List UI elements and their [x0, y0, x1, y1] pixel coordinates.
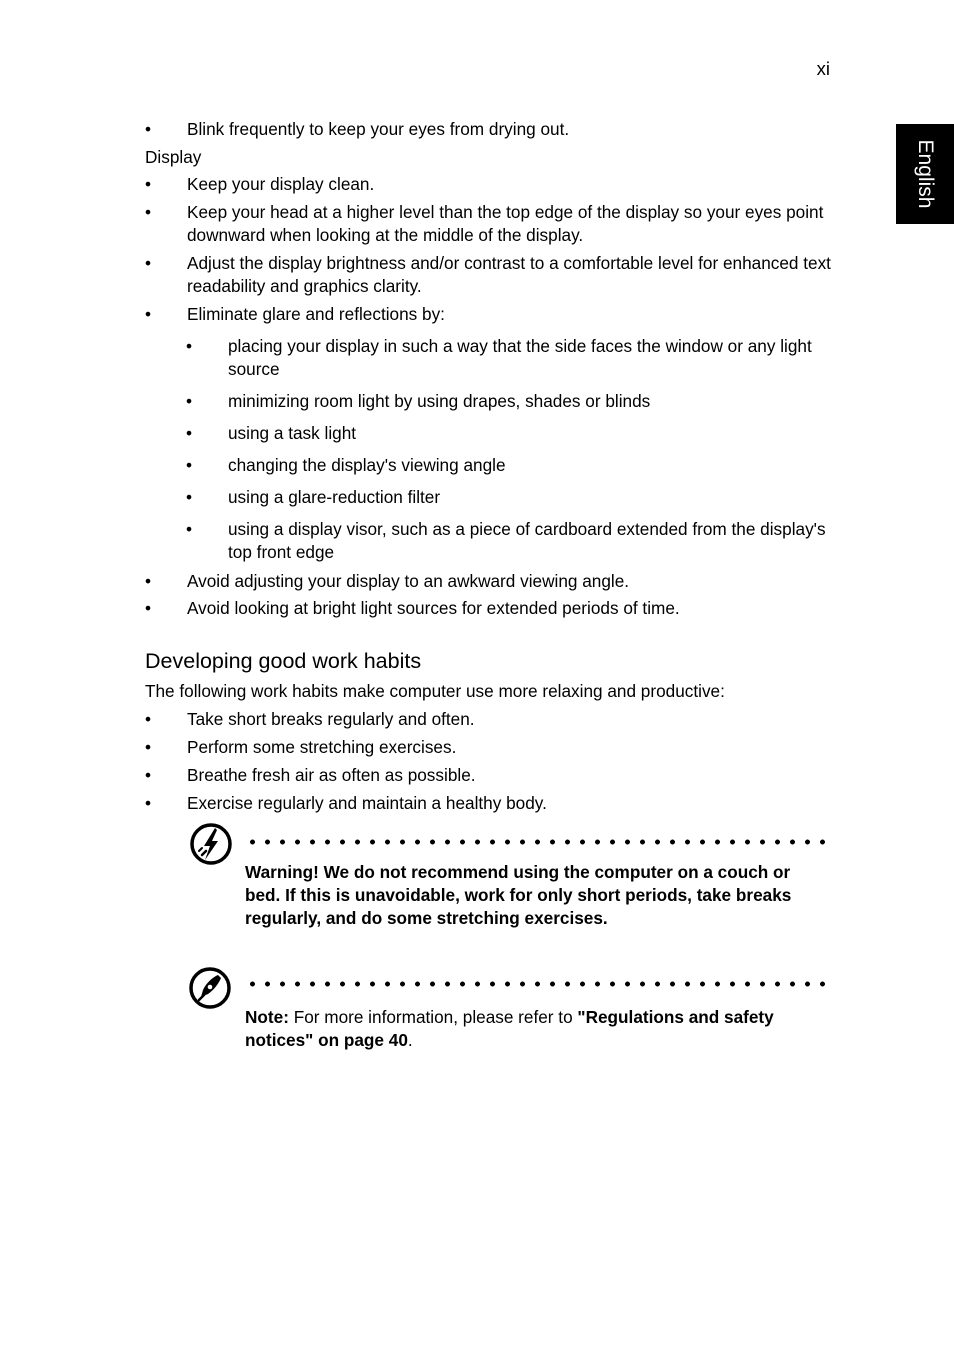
bullet-marker: •	[145, 571, 152, 591]
list-item-text: Avoid adjusting your display to an awkward viewing angle.	[187, 571, 630, 591]
list-item	[0, 486, 828, 509]
list-item	[0, 764, 837, 787]
list-item-text: Keep your display clean.	[187, 174, 375, 194]
list-item	[0, 201, 837, 247]
list-item-text: Blink frequently to keep your eyes from drying out.	[187, 119, 570, 139]
bullet-marker: •	[186, 391, 193, 411]
list-item-text: using a task light	[228, 423, 357, 443]
note-pen-icon	[188, 966, 232, 1010]
page-number: xi	[816, 58, 830, 79]
list-item	[0, 335, 828, 381]
bullet-marker: •	[186, 519, 193, 539]
list-item-text: changing the display's viewing angle	[228, 455, 506, 475]
warning-text: Warning! We do not recommend using the computer on a couch or bed. If this is unavoidable, work for only short periods, take breaks regularly, and do some stretching exercises.	[245, 862, 792, 928]
bullet-marker: •	[145, 793, 152, 813]
list-item-text: Perform some stretching exercises.	[187, 737, 457, 757]
bullet-marker: •	[145, 737, 152, 757]
list-item-text: Breathe fresh air as often as possible.	[187, 765, 476, 785]
list-item	[0, 708, 837, 731]
list-item-text: using a glare-reduction filter	[228, 487, 441, 507]
warning-lightning-icon	[189, 822, 233, 866]
list-item	[0, 736, 837, 759]
note-end: .	[407, 1030, 413, 1050]
bullet-marker: •	[145, 709, 152, 729]
section-intro: The following work habits make computer use more relaxing and productive:	[145, 681, 725, 701]
display-label: Display	[145, 147, 202, 167]
top-bullet-list	[0, 118, 954, 141]
note-reference-link[interactable]: "Regulations and safety notices" on page 40	[245, 1007, 774, 1050]
work-habits-list	[0, 708, 954, 815]
list-item	[0, 173, 837, 196]
language-tab-label: English	[914, 139, 937, 209]
list-item	[0, 597, 837, 620]
warning-divider	[245, 839, 830, 845]
note-body: For more information, please refer to	[288, 1007, 578, 1027]
bullet-marker: •	[145, 119, 152, 139]
list-item-text: placing your display in such a way that the side faces the window or any light source	[228, 336, 812, 379]
list-item	[0, 518, 828, 564]
list-item	[0, 792, 837, 815]
list-item-text: Keep your head at a higher level than the top edge of the display so your eyes point downward when looking at the middle of the display.	[187, 202, 824, 245]
bullet-marker: •	[145, 174, 152, 194]
list-item	[0, 570, 837, 593]
list-item-text: Take short breaks regularly and often.	[187, 709, 475, 729]
note-divider	[245, 981, 830, 987]
list-item	[0, 454, 828, 477]
list-item	[0, 422, 828, 445]
note-text	[245, 1006, 830, 1052]
bullet-marker: •	[186, 455, 193, 475]
list-item-text: minimizing room light by using drapes, shades or blinds	[228, 391, 651, 411]
bullet-marker: •	[186, 336, 193, 356]
bullet-marker: •	[186, 487, 193, 507]
list-item	[0, 118, 837, 141]
bullet-marker: •	[145, 598, 152, 618]
bullet-marker: •	[145, 253, 152, 273]
list-item-text: Eliminate glare and reflections by:	[187, 304, 445, 324]
closing-bullet-list	[0, 570, 954, 620]
bullet-marker: •	[145, 202, 152, 222]
list-item-text: using a display visor, such as a piece of cardboard extended from the display's top front edge	[228, 519, 826, 562]
list-item-text: Avoid looking at bright light sources for extended periods of time.	[187, 598, 680, 618]
list-item-text: Exercise regularly and maintain a healthy body.	[187, 793, 547, 813]
list-item	[0, 303, 837, 326]
list-item-text: Adjust the display brightness and/or contrast to a comfortable level for enhanced text readability and graphics clarity.	[187, 253, 831, 296]
list-item	[0, 252, 837, 298]
bullet-marker: •	[145, 304, 152, 324]
display-bullet-list	[0, 173, 954, 326]
list-item	[0, 390, 828, 413]
bullet-marker: •	[186, 423, 193, 443]
note-label: Note:	[245, 1007, 289, 1027]
glare-subbullet-list	[0, 335, 954, 564]
section-heading: Developing good work habits	[145, 649, 422, 673]
bullet-marker: •	[145, 765, 152, 785]
